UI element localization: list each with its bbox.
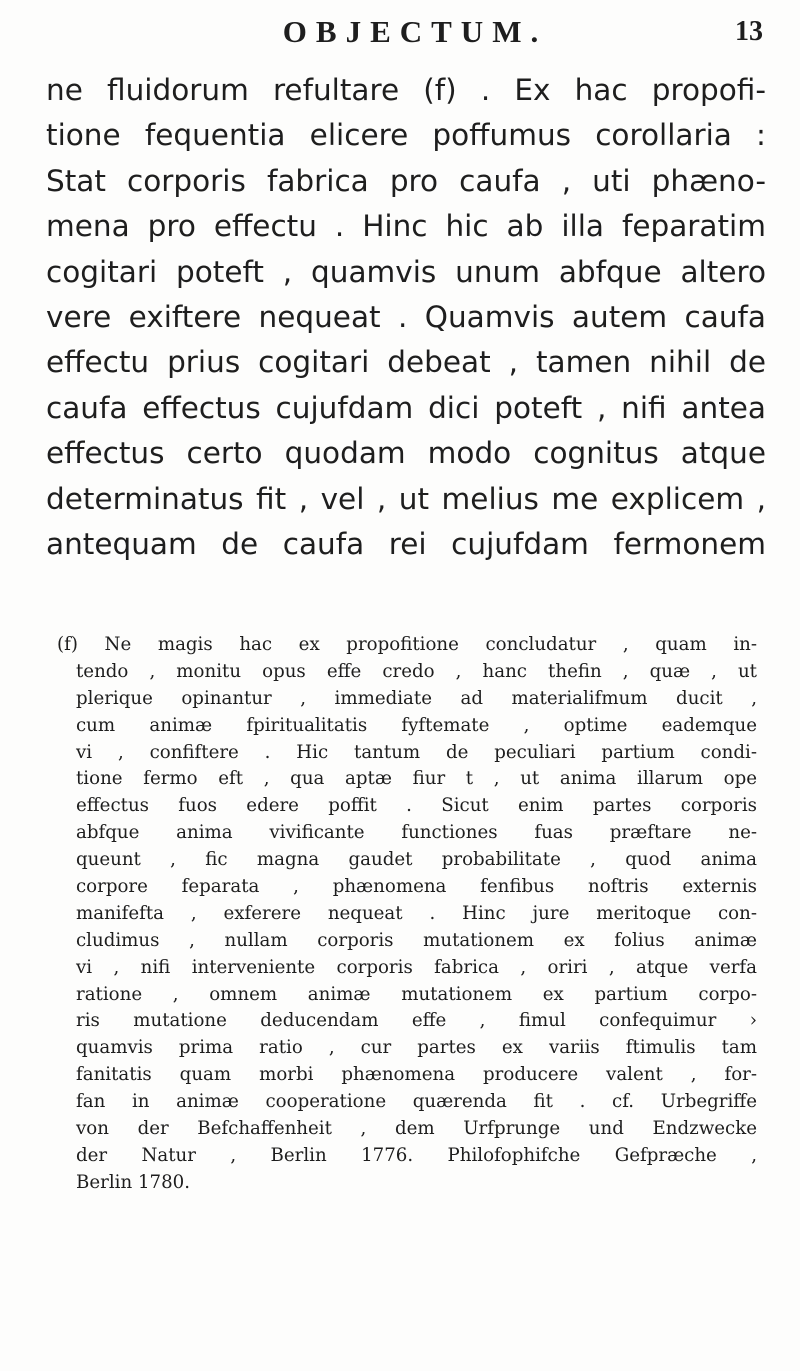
text-line: effectus certo quodam modo cognitus atque (46, 436, 766, 471)
running-head (0, 10, 800, 60)
footnote-line: ratione , omnem animæ mutationem ex partium corpo- (76, 983, 757, 1005)
text-line: tione fequentia elicere poffumus corollaria : (46, 118, 766, 153)
footnote-line: queunt , fic magna gaudet probabilitate , quod anima (76, 849, 757, 871)
footnote-line: (f) Ne magis hac ex propofitione concludatur , quam in- (57, 634, 757, 655)
text-line: ne fluidorum refultare (f) . Ex hac propofi- (46, 73, 766, 107)
text-line: cogitari poteft , quamvis unum abfque altero (46, 254, 766, 289)
footnote-line: tendo , monitu opus effe credo , hanc thefin , quæ , ut (76, 660, 757, 682)
footnote-line: vi , nifi interveniente corporis fabrica , oriri , atque verfa (76, 956, 757, 978)
footnote-line: manifefta , exferere nequeat . Hinc jure meritoque con- (76, 902, 757, 924)
footnote-line: plerique opinantur , immediate ad materialifmum ducit , (76, 687, 757, 709)
text-line: caufa effectus cujufdam dici poteft , nifi antea (46, 390, 766, 425)
main-text (46, 68, 766, 567)
text-line: antequam de caufa rei cujufdam fermonem (46, 526, 766, 561)
footnote-line: von der Befchaffenheit , dem Urfprunge und Endzwecke (76, 1118, 757, 1140)
footnote-line: vi , confiftere . Hic tantum de peculiari partium condi- (76, 741, 757, 763)
footnote-line: der Natur , Berlin 1776. Philofophifche Gefpræche , (76, 1144, 757, 1166)
footnote-line: cum animæ fpiritualitatis fyftemate , optime eademque (76, 714, 757, 736)
footnote-line: fan in animæ cooperatione quærenda fit . cf. Urbegriffe (76, 1091, 757, 1113)
footnote-line: fanitatis quam morbi phænomena producere valent , for- (76, 1064, 757, 1086)
text-line: Stat corporis fabrica pro caufa , uti phæno- (46, 163, 766, 198)
footnote-line: abfque anima vivificante functiones fuas præftare ne- (76, 822, 757, 844)
footnote-line: Berlin 1780. (76, 1171, 191, 1193)
text-line: mena pro effectu . Hinc hic ab illa feparatim (46, 209, 766, 244)
footnote-line: quamvis prima ratio , cur partes ex variis ftimulis tam (76, 1037, 757, 1059)
running-title: OBJECTUM. (282, 14, 548, 49)
footnote (57, 632, 757, 1197)
page-number: 13 (735, 16, 763, 47)
footnote-line: corpore feparata , phænomena fenfibus noftris externis (76, 876, 757, 898)
text-line: effectu prius cogitari debeat , tamen nihil de (46, 345, 766, 380)
text-line: determinatus fit , vel , ut melius me explicem , (46, 481, 766, 516)
footnote-line: effectus fuos edere poffit . Sicut enim partes corporis (76, 795, 757, 817)
footnote-line: cludimus , nullam corporis mutationem ex folius animæ (76, 929, 757, 951)
text-line: vere exiftere nequeat . Quamvis autem caufa (46, 299, 766, 334)
footnote-line: ris mutatione deducendam effe , fimul confequimur › (76, 1010, 757, 1032)
footnote-line: tione fermo eft , qua aptæ fiur t , ut anima illarum ope (76, 768, 757, 790)
